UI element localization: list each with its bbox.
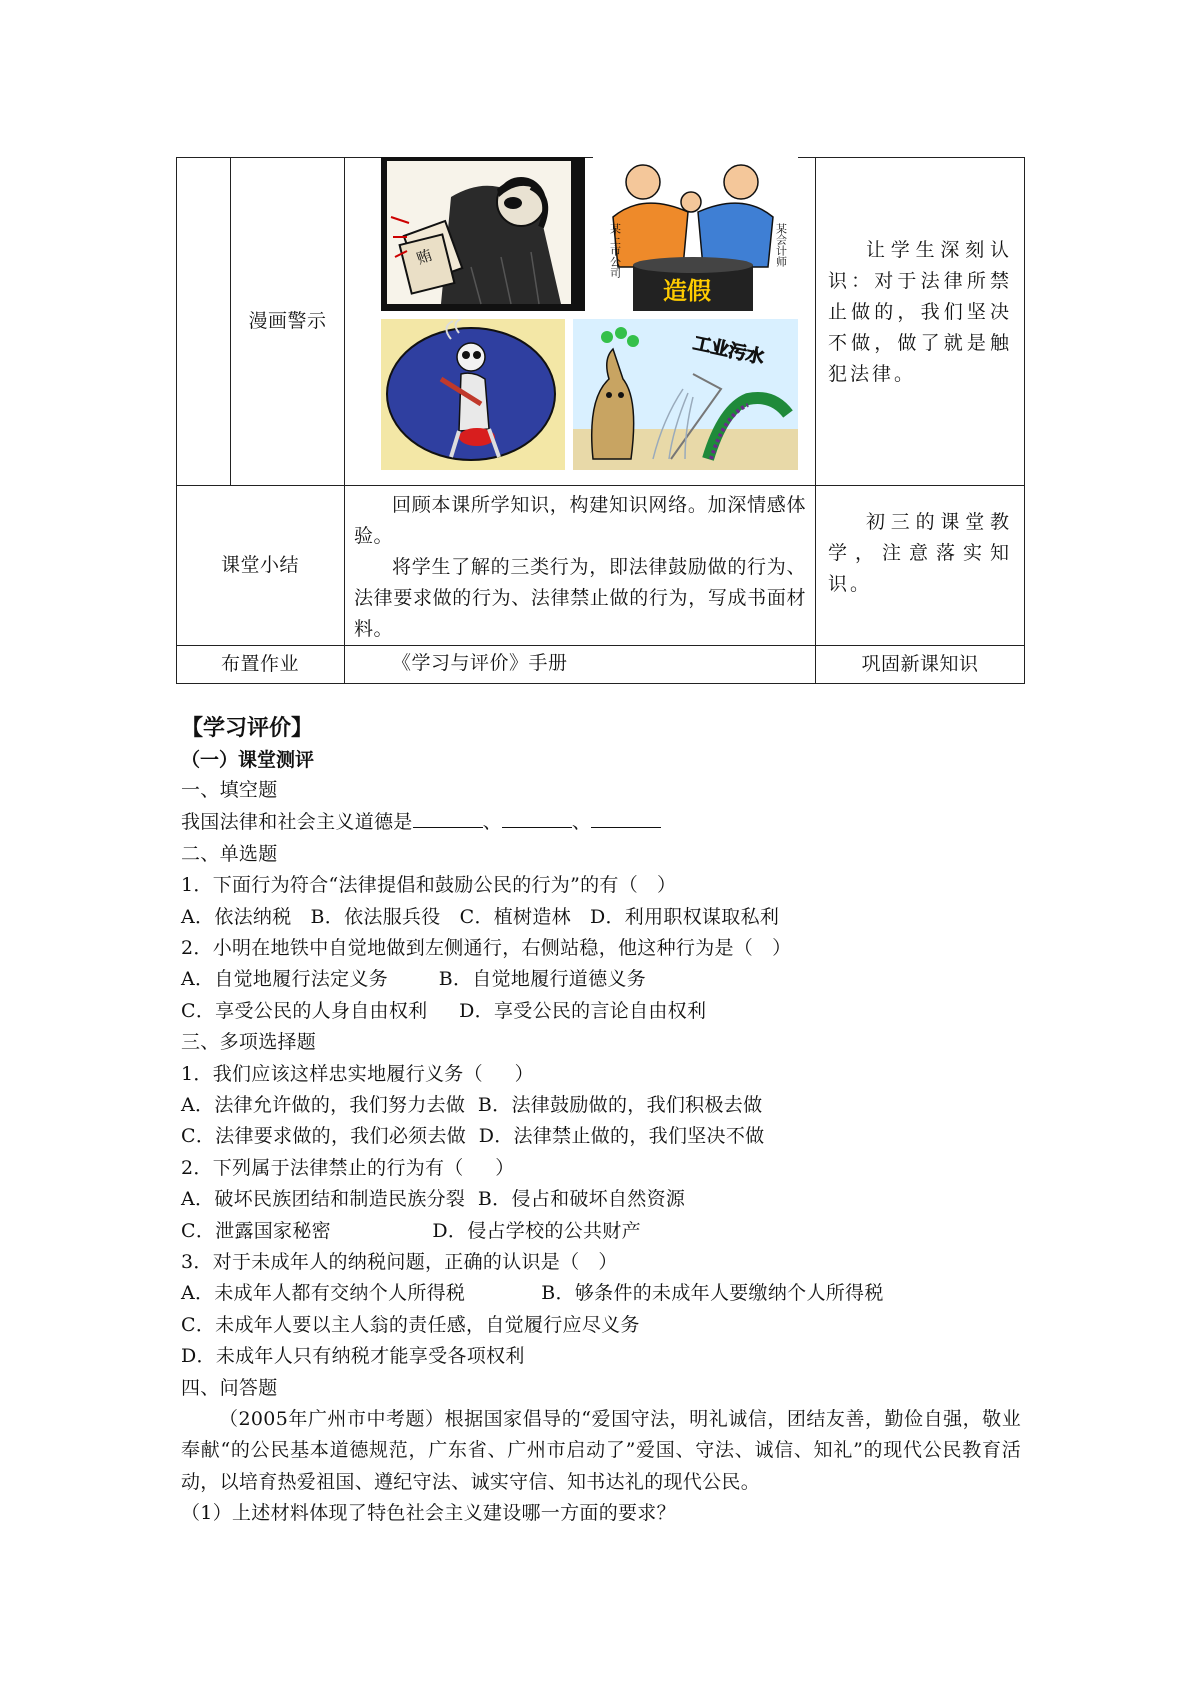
content-class-summary — [354, 490, 806, 645]
answer-blank[interactable] — [591, 806, 661, 828]
single-q2-options-cd: C．享受公民的人身自由权利 D．享受公民的言论自由权利 — [181, 999, 707, 1022]
multi-q1-options-ab: A．法律允许做的，我们努力去做 B．法律鼓励做的，我们积极去做 — [181, 1093, 763, 1116]
answer-blank[interactable] — [502, 806, 572, 828]
answer-blank[interactable] — [413, 806, 483, 828]
multi-q2-options-ab: A．破坏民族团结和制造民族分裂 B．侵占和破坏自然资源 — [181, 1188, 686, 1211]
lesson-table — [176, 157, 1025, 684]
multi-q1-options-cd: C．法律要求做的，我们必须去做 D．法律禁止做的，我们坚决不做 — [181, 1125, 765, 1148]
section-essay: 四、问答题 — [181, 1376, 278, 1399]
comic-fraud-image — [593, 157, 798, 311]
section-fill-blank: 一、填空题 — [181, 779, 278, 801]
activity-homework: 布置作业 — [220, 653, 299, 675]
content-homework: 《学习与评价》手册 — [392, 652, 568, 674]
section-multiple-choice: 三、多项选择题 — [181, 1031, 317, 1054]
intent-class-summary: 初三的课堂教学，注意落实知识。 — [828, 511, 1012, 595]
accountant-label: 某会计师 — [774, 223, 788, 267]
bribe-label: 贿 — [414, 247, 435, 268]
company-label: 某上市公司 — [608, 223, 622, 278]
comic-pollution-image — [573, 319, 798, 470]
multi-q1: 1．我们应该这样忠实地履行义务（ ） — [181, 1062, 534, 1085]
single-q1-options: A．依法纳税 B．依法服兵役 C．植树造林 D．利用职权谋取私利 — [181, 905, 780, 928]
intent-homework: 巩固新课知识 — [861, 653, 979, 675]
evaluation-title: 【学习评价】 — [181, 716, 314, 741]
section-single-choice: 二、单选题 — [181, 842, 278, 865]
multi-q3: 3．对于未成年人的纳税问题，正确的认识是（ ） — [181, 1250, 618, 1273]
intent-comic-warning: 让学生深刻认识：对于法律所禁止做的，我们坚决不做，做了就是触犯法律。 — [828, 239, 1012, 385]
summary-paragraph-1: 回顾本课所学知识，构建知识网络。加深情感体验。 — [354, 494, 806, 547]
single-q2: 2．小明在地铁中自觉地做到左侧通行，右侧站稳，他这种行为是（ ） — [181, 936, 792, 959]
evaluation-subtitle: （一）课堂测评 — [181, 749, 315, 771]
learning-evaluation — [181, 713, 1021, 1530]
single-q2-options-ab: A．自觉地履行法定义务 B．自觉地履行道德义务 — [181, 968, 647, 991]
essay-question-1: （1）上述材料体现了特色社会主义建设哪一方面的要求？ — [181, 1502, 676, 1525]
fraud-label: 造假 — [663, 277, 711, 305]
multi-q2: 2．下列属于法律禁止的行为有（ ） — [181, 1156, 515, 1179]
comic-drug-image — [381, 319, 565, 470]
summary-paragraph-2: 将学生了解的三类行为，即法律鼓励做的行为、法律要求做的行为、法律禁止做的行为，写成书面材料。 — [354, 556, 806, 640]
comic-collage — [381, 157, 798, 470]
multi-q3-options-ab: A．未成年人都有交纳个人所得税 B．够条件的未成年人要缴纳个人所得税 — [181, 1282, 884, 1305]
essay-material: （2005年广州市中考题）根据国家倡导的“爱国守法，明礼诚信，团结友善，勤俭自强，敬业奉献“的公民基本道德规范，广东省、广州市启动了”爱国、守法、诚信、知礼”的现代公民教育活动，以培育热爱祖国、遵纪守法、诚实守信、知书达礼的现代公民。 — [181, 1408, 1021, 1493]
comic-bribe-image — [381, 157, 585, 311]
multi-q3-option-c: C．未成年人要以主人翁的责任感，自觉履行应尽义务 — [181, 1313, 640, 1336]
multi-q2-options-cd: C．泄露国家秘密 D．侵占学校的公共财产 — [181, 1219, 641, 1242]
fill-blank-question: 我国法律和社会主义道德是 、 、 — [181, 806, 1021, 838]
multi-q3-option-d: D．未成年人只有纳税才能享受各项权利 — [181, 1345, 525, 1368]
activity-class-summary: 课堂小结 — [220, 554, 299, 576]
pollution-label: 工业污水 — [691, 332, 766, 369]
single-q1: 1．下面行为符合“法律提倡和鼓励公民的行为”的有（ ） — [181, 874, 677, 897]
activity-comic-warning: 漫画警示 — [248, 309, 327, 332]
